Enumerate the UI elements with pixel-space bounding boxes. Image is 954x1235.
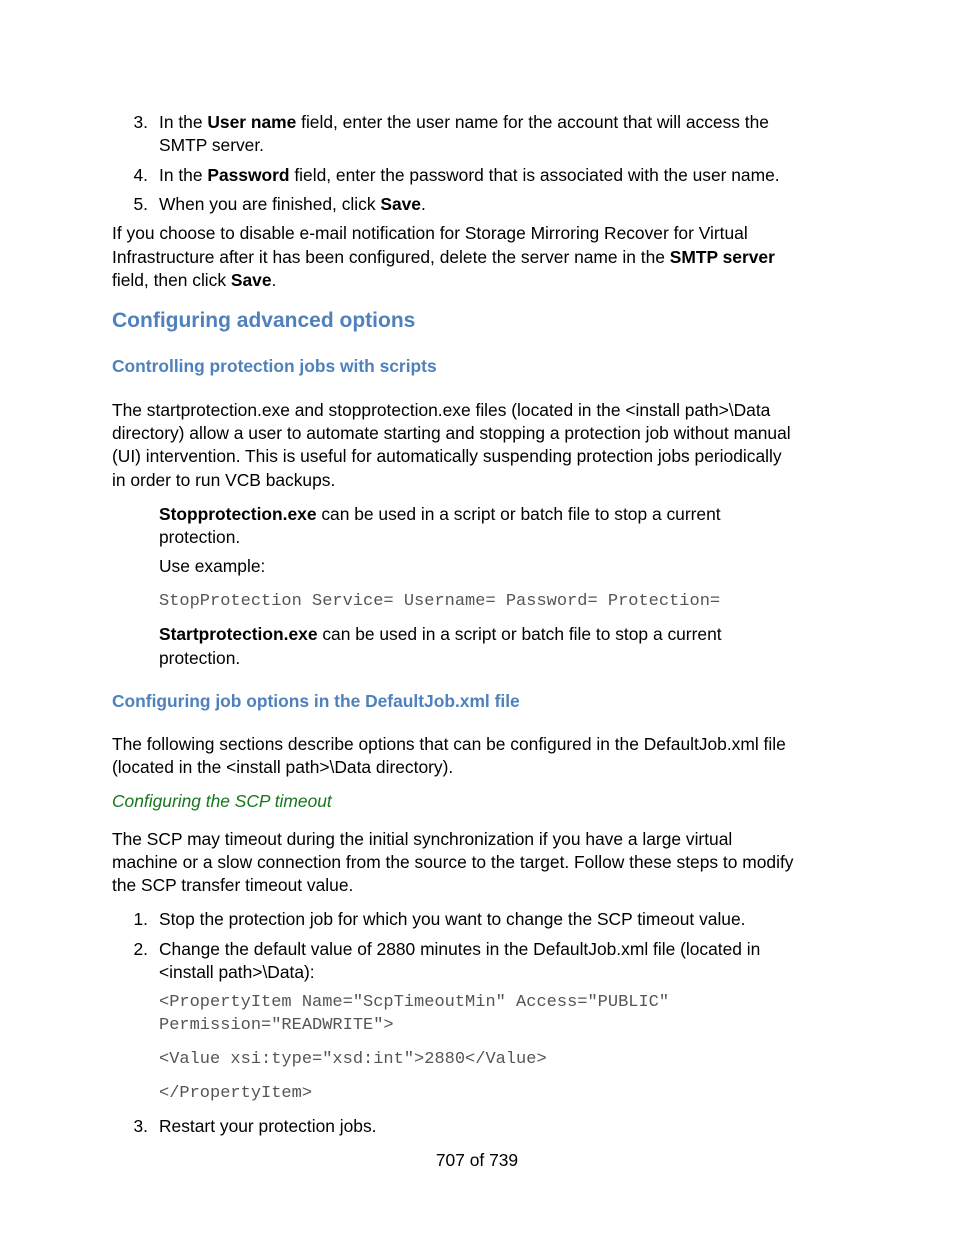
paragraph-line: the SCP transfer timeout value.	[112, 875, 354, 895]
startprotection-description: Startprotection.exe can be used in a script or batch file to stop a current	[159, 624, 722, 644]
xml-code-line: <Value xsi:type="xsd:int">2880</Value>	[159, 1050, 547, 1069]
paragraph-line: in order to run VCB backups.	[112, 470, 336, 490]
paragraph-line: directory) allow a user to automate starting and stopping a protection job without manual	[112, 423, 791, 443]
paragraph-line: field, then click Save.	[112, 270, 277, 290]
step-text: Restart your protection jobs.	[159, 1116, 377, 1136]
step-number: 4.	[133, 165, 148, 185]
subsection-heading: Controlling protection jobs with scripts	[112, 356, 437, 376]
step-text: When you are finished, click Save.	[159, 194, 426, 214]
stopprotection-code: StopProtection Service= Username= Password= Protection=	[159, 592, 721, 611]
step-number: 1.	[133, 909, 148, 929]
paragraph-line: (UI) intervention. This is useful for automatically suspending protection jobs periodically	[112, 446, 782, 466]
step-number: 3.	[133, 1116, 148, 1136]
xml-code-line: </PropertyItem>	[159, 1084, 313, 1103]
stopprotection-description-continued: protection.	[159, 527, 241, 547]
use-example-label: Use example:	[159, 556, 266, 576]
paragraph-line: The startprotection.exe and stopprotection.exe files (located in the <install path>\Data	[112, 400, 771, 420]
topic-heading: Configuring the SCP timeout	[112, 791, 332, 811]
xml-code-line: Permission="READWRITE">	[159, 1016, 394, 1035]
paragraph-line: If you choose to disable e-mail notification for Storage Mirroring Recover for Virtual	[112, 223, 748, 243]
step-number: 3.	[133, 112, 148, 132]
step-text: In the Password field, enter the password that is associated with the user name.	[159, 165, 780, 185]
paragraph-line: machine or a slow connection from the source to the target. Follow these steps to modify	[112, 852, 794, 872]
section-heading: Configuring advanced options	[112, 309, 416, 332]
step-text: Stop the protection job for which you want to change the SCP timeout value.	[159, 909, 746, 929]
subsection-heading: Configuring job options in the DefaultJob.xml file	[112, 691, 520, 711]
step-text-continued: SMTP server.	[159, 135, 265, 155]
step-number: 2.	[133, 939, 148, 959]
xml-code-line: <PropertyItem Name="ScpTimeoutMin" Access="PUBLIC"	[159, 993, 670, 1012]
step-text: Change the default value of 2880 minutes in the DefaultJob.xml file (located in	[159, 939, 761, 959]
paragraph-line: Infrastructure after it has been configured, delete the server name in the SMTP server	[112, 247, 775, 267]
paragraph-line: (located in the <install path>\Data directory).	[112, 757, 454, 777]
startprotection-description-continued: protection.	[159, 648, 241, 668]
step-number: 5.	[133, 194, 148, 214]
paragraph-line: The following sections describe options that can be configured in the DefaultJob.xml file	[112, 734, 786, 754]
step-text: In the User name field, enter the user name for the account that will access the	[159, 112, 769, 132]
step-text-continued: <install path>\Data):	[159, 962, 315, 982]
paragraph-line: The SCP may timeout during the initial synchronization if you have a large virtual	[112, 829, 733, 849]
page-number: 707 of 739	[435, 1150, 519, 1170]
stopprotection-description: Stopprotection.exe can be used in a script or batch file to stop a current	[159, 504, 721, 524]
